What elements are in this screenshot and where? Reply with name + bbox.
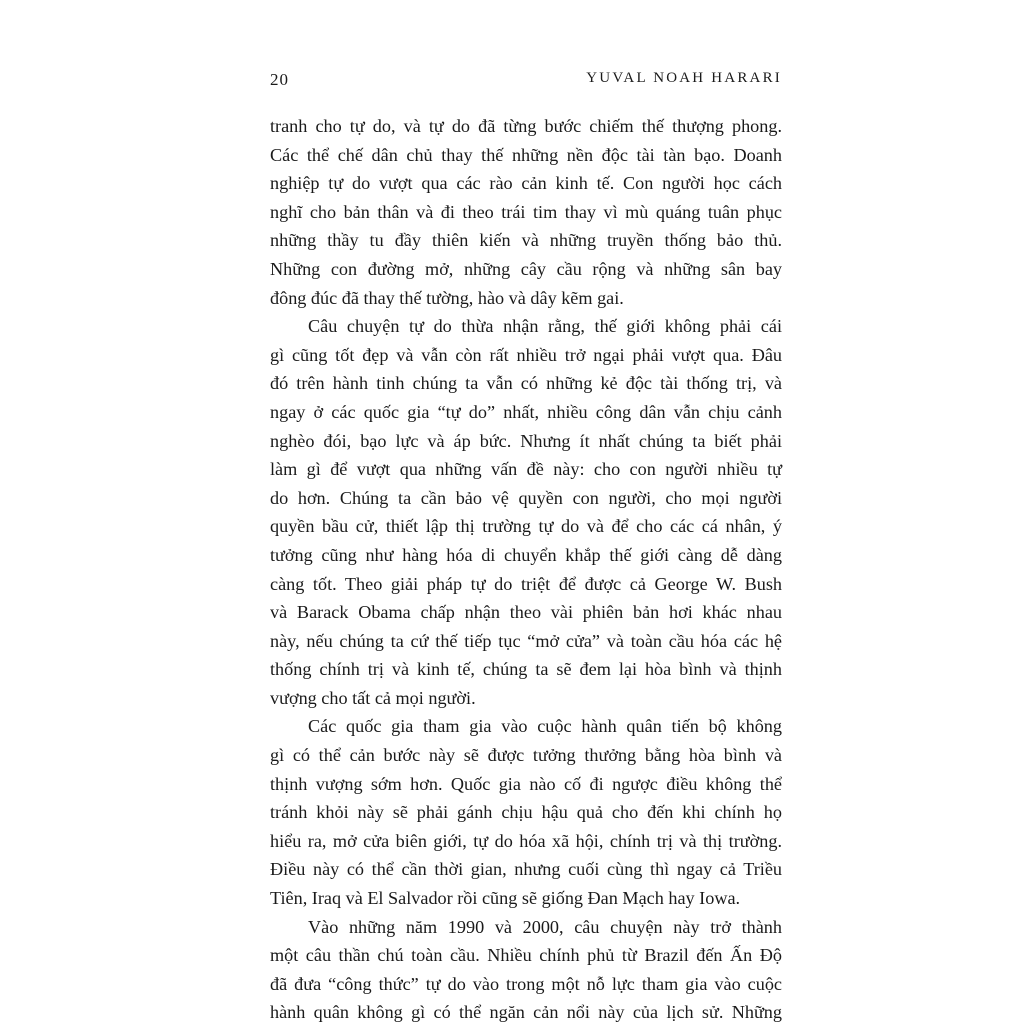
text-line: gì có thể cản bước này sẽ được tưởng thưởng bằng hòa bình và: [270, 745, 782, 766]
paragraph-2: [270, 312, 782, 712]
text-line: ngay ở các quốc gia “tự do” nhất, nhiều công dân vẫn chịu cảnh: [270, 401, 782, 422]
text-line: Các quốc gia tham gia vào cuộc hành quân tiến bộ không: [308, 716, 782, 737]
text-line: hành quân không gì có thể ngăn cản nổi này của lịch sử. Những: [270, 1002, 782, 1023]
text-line: làm gì để vượt qua những vấn đề này: cho con người nhiều tự: [270, 459, 782, 480]
paragraph-1: [270, 112, 782, 312]
running-header: [270, 70, 782, 98]
text-line: Những con đường mở, những cây cầu rộng và những sân bay: [270, 258, 782, 279]
body-text: [270, 112, 782, 1027]
text-line: đã đưa “công thức” tự do vào trong một nỗ lực tham gia vào cuộc: [270, 973, 782, 994]
text-line: đó trên hành tinh chúng ta vẫn có những kẻ độc tài thống trị, và: [270, 373, 782, 394]
text-line: Vào những năm 1990 và 2000, câu chuyện này trở thành: [308, 916, 782, 937]
text-line: càng tốt. Theo giải pháp tự do triệt để được cả George W. Bush: [270, 573, 782, 594]
text-line: Các thể chế dân chủ thay thế những nền độc tài tàn bạo. Doanh: [270, 144, 782, 165]
text-line: tranh cho tự do, và tự do đã từng bước chiếm thế thượng phong.: [270, 116, 782, 136]
page-number: 20: [270, 70, 289, 89]
text-line: tránh khỏi này sẽ phải gánh chịu hậu quả cho đến khi chính họ: [270, 802, 782, 823]
text-line: những thầy tu đầy thiên kiến và những truyền thống bảo thủ.: [270, 230, 782, 251]
text-line: vượng cho tất cả mọi người.: [270, 687, 476, 708]
text-line: quyền bầu cử, thiết lập thị trường tự do và để cho các cá nhân, ý: [270, 516, 782, 537]
text-line: nghiệp tự do vượt qua các rào cản kinh tế. Con người học cách: [270, 173, 782, 194]
paragraph-4: [270, 913, 782, 1027]
text-line: Tiên, Iraq và El Salvador rồi cũng sẽ giống Đan Mạch hay Iowa.: [270, 888, 741, 909]
text-line: hiểu ra, mở cửa biên giới, tự do hóa xã hội, chính trị và thị trường.: [270, 830, 782, 851]
text-line: một câu thần chú toàn cầu. Nhiều chính phủ từ Brazil đến Ấn Độ: [270, 945, 782, 966]
text-line: tưởng cũng như hàng hóa di chuyển khắp thế giới càng dễ dàng: [270, 544, 782, 565]
text-line: đông đúc đã thay thế tường, hào và dây kẽm gai.: [270, 287, 624, 308]
text-line: thống chính trị và kinh tế, chúng ta sẽ đem lại hòa bình và thịnh: [270, 659, 782, 680]
text-line: do hơn. Chúng ta cần bảo vệ quyền con người, cho mọi người: [270, 487, 782, 508]
text-line: nghèo đói, bạo lực và áp bức. Nhưng ít nhất chúng ta biết phải: [270, 430, 782, 451]
text-line: và Barack Obama chấp nhận theo vài phiên bản hơi khác nhau: [270, 602, 782, 623]
text-line: nghĩ cho bản thân và đi theo trái tim thay vì mù quáng tuân phục: [270, 201, 782, 222]
text-line: Câu chuyện tự do thừa nhận rằng, thế giới không phải cái: [308, 316, 782, 337]
text-line: này, nếu chúng ta cứ thế tiếp tục “mở cửa” và toàn cầu hóa các hệ: [270, 630, 782, 651]
running-header-author: YUVAL NOAH HARARI: [586, 70, 782, 86]
text-line: gì cũng tốt đẹp và vẫn còn rất nhiều trở ngại phải vượt qua. Đâu: [270, 344, 782, 365]
text-line: thịnh vượng sớm hơn. Quốc gia nào cố đi ngược điều không thể: [270, 773, 782, 794]
text-line: Điều này có thể cần thời gian, nhưng cuối cùng thì ngay cả Triều: [270, 859, 782, 880]
paragraph-3: [270, 712, 782, 912]
